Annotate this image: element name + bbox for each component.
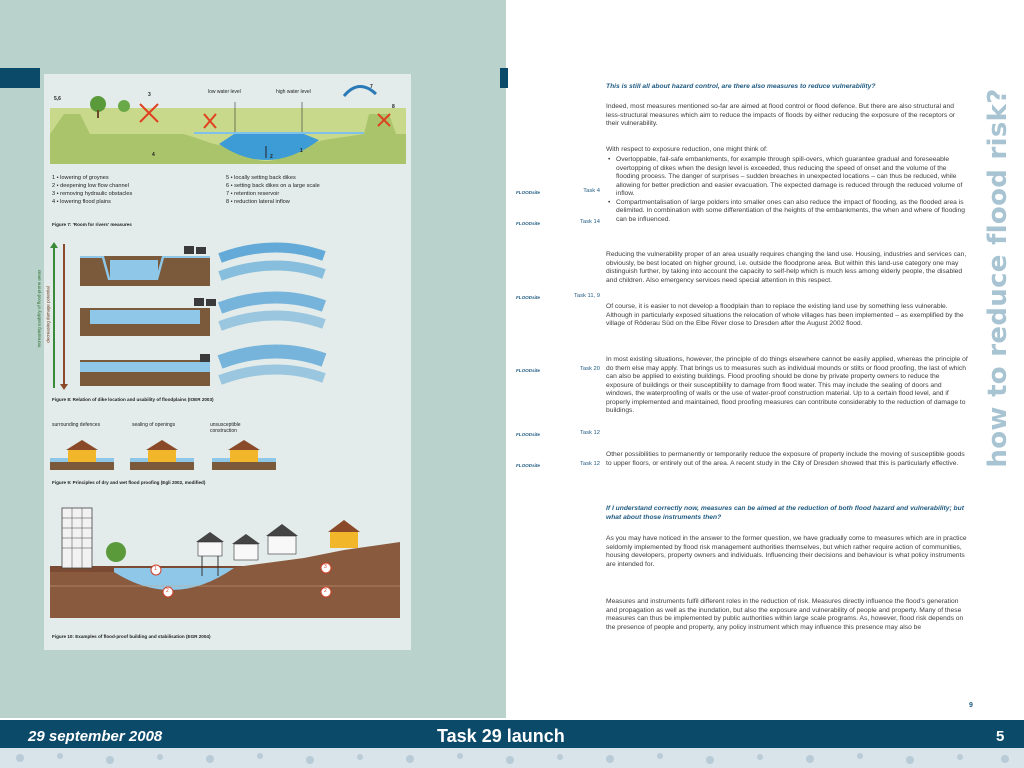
fig9-label-3: unsusceptible construction	[210, 422, 241, 434]
legend-item: 6 • setting back dikes on a large scale	[226, 183, 320, 189]
fig7-caption: Figure 7: 'Room for rivers' measures	[52, 222, 132, 227]
side-tag	[516, 366, 600, 376]
fig8-axis-b: decreasing damage potential	[45, 286, 51, 343]
paragraph-1: Indeed, most measures mentioned so-far are aimed at flood control or flood defence. But there are also structural and less-structural measures which aim to reduce the impacts of floods by either reducing the exposure of the receptors or their vulnerability.	[606, 103, 956, 127]
task-ref: Task 14	[580, 219, 600, 225]
figure-page	[36, 74, 411, 650]
side-tag	[516, 219, 600, 229]
task-ref: Task 20	[580, 366, 600, 372]
floodsite-logo: FLOODsite	[516, 190, 540, 195]
legend-item: 5 • locally setting back dikes	[226, 175, 296, 181]
fig7-num-56: 5,6	[54, 96, 61, 102]
bullet-item: • Overtoppable, fail-safe embankments, for example through spill-overs, which guarantee gradual and foreseeable overtopping of dikes when the design level is exceeded, thus reducing the speed of onset and the volume of the flooding process. The danger of surprises – sudden breaches in unexpected locations – can thus be reduced, while allowing for better prediction and easier evacuation. The expected damage is reduced through the reduced volume of inflow.	[606, 156, 968, 199]
footer-title: Task 29 launch	[437, 726, 565, 746]
floodsite-logo: FLOODsite	[516, 432, 540, 437]
question-2: If I understand correctly now, measures can be aimed at the reduction of both flood hazard and vulnerability; but what about those instruments then?	[606, 505, 964, 521]
legend-item: 3 • removing hydraulic obstacles	[52, 191, 133, 197]
paragraph-3: Reducing the vulnerability proper of an area usually requires changing the land use. Housing, industries and services can, obviously, be best located on higher ground, i.e. outside the floodprone area. But within this land-use category one may distinguish further, by taking into account the capacity to self-help which is much less among elderly people, the disabled and children. Also emergency services need special attention in this respect.	[606, 251, 967, 284]
side-tag	[516, 430, 600, 440]
task-ref: Task 12	[580, 430, 600, 436]
floodsite-logo: FLOODsite	[516, 463, 540, 468]
fig7-num-2: 2	[270, 154, 273, 160]
building-icon	[62, 508, 92, 568]
fig7-num-8: 8	[392, 104, 395, 110]
fig8-axis-a: increasing usability of flood-prone areas	[36, 269, 42, 348]
document-page-number: 9	[969, 702, 973, 709]
side-tag	[516, 293, 600, 303]
low-water-label: low water level	[208, 89, 241, 95]
fig10-diagram	[44, 506, 411, 626]
bullet-list	[606, 156, 968, 224]
high-water-label: high water level	[276, 89, 311, 95]
fig7-num-3: 3	[148, 92, 151, 98]
task-ref: Task 12	[580, 461, 600, 467]
bottom-pattern-band	[0, 748, 1024, 768]
legend-item: 2 • deepening low flow channel	[52, 183, 129, 189]
fig9-houses	[44, 436, 411, 476]
fig10-caption: Figure 10: Examples of flood-proof building and stabilisation (EGR 2004)	[52, 634, 211, 639]
fig7-num-1: 1	[300, 148, 303, 154]
task-ref: Task 11, 9	[574, 293, 600, 299]
paragraph-5: In most existing situations, however, the principle of do things elsewhere cannot be easily applied, whereas the principle of do them else may apply. That brings us to measures such as individual mounds or stilts or flood proofing, the last of which can also be applied to existing buildings. Flood proofing should be done by private property owners to reduce the exposure of buildings or their susceptibility to damage from flood water. This may include the sealing of doors and windows, the waterproofing of walls or the use of water-proof construction material. Up to a certain flood level, and if properly implemented and maintained, flood proofing measures can contribute considerably to the reduction of damage to buildings.	[606, 356, 968, 414]
vertical-title-text: how to reduce flood risk?	[983, 88, 1013, 468]
fig9-caption: Figure 9: Principles of dry and wet flood proofing (Egli 2002, modified)	[52, 480, 206, 485]
vertical-title	[970, 72, 1024, 484]
legend-item: 1 • lowering of groynes	[52, 175, 109, 181]
footer-date: 29 september 2008	[28, 728, 163, 745]
fig10-num-3: 3	[324, 564, 327, 570]
legend-item: 7 • retention reservoir	[226, 191, 280, 197]
fig7-diagram	[44, 74, 411, 164]
legend-item: 4 • lowering flood plains	[52, 199, 111, 205]
paragraph-6: Other possibilities to permanently or temporarily reduce the exposure of property include the moving of susceptible goods to upper floors, or entirely out of the area. A recent study in the City of Dresden showed that this is particularly effective.	[606, 451, 965, 467]
paragraph-7: As you may have noticed in the answer to the former question, we have gradually come to measures which are in practice seldomly implemented by flood risk management authorities themselves, but which rather require action of communities, housing developers, property owners and individuals. Influencing their decisions and behaviour is what policy instruments are intended for.	[606, 535, 967, 568]
side-tag	[516, 188, 600, 198]
paragraph-4: Of course, it is easier to not develop a floodplain than to replace the existing land use by something less vulnerable. Although in particularly exposed situations the relocation of whole villages has been implemented – as exemplified by the village of Röderau Süd on the Elbe River close to Dresden after the August 2002 flood.	[606, 303, 964, 327]
fig10-num-1: 1	[154, 566, 157, 572]
fig10-num-2b: 2	[324, 588, 327, 594]
bullet-item: • Compartmentalisation of large polders into smaller ones can also reduce the impact of flooding, as the flooded area is delimited. In combination with some differentiation of the heights of the embankments, the when and where of flooding can be influenced.	[606, 199, 968, 225]
fig7-num-4: 4	[152, 152, 155, 158]
pattern-decoration	[0, 748, 1024, 768]
legend-item: 8 • reduction lateral inflow	[226, 199, 290, 205]
side-tag	[516, 461, 600, 471]
fig9-label-1: surrounding defences	[52, 422, 101, 428]
task-ref: Task 4	[583, 188, 600, 194]
fig7-num-7: 7	[370, 84, 373, 90]
floodsite-logo: FLOODsite	[516, 368, 540, 373]
slide-number: 5	[996, 728, 1005, 745]
paragraph-8: Measures and instruments fulfil different roles in the reduction of risk. Measures directly influence the flood's generation and propagation as well as the inundation, but also the exposure and vulnerability of people and property. Many of these measures can thus be implemented by public authorities within large scale programs. As, however, flood risk depends on the presence of people and property, any policy instrument which may influence this presence may also be	[606, 598, 964, 631]
floodsite-logo: FLOODsite	[516, 221, 540, 226]
fig8-caption: Figure 8: Relation of dike location and usability of floodplains (IOER 2003)	[52, 397, 214, 402]
question-1: This is still all about hazard control, are there also measures to reduce vulnerability?	[606, 83, 876, 90]
header-stripe-left	[0, 68, 40, 88]
fig10-num-2: 2	[166, 588, 169, 594]
paragraph-2: With respect to exposure reduction, one might think of:	[606, 146, 768, 153]
floodsite-logo: FLOODsite	[516, 295, 540, 300]
fig8-diagram	[44, 238, 411, 398]
fig9-label-2: sealing of openings	[132, 422, 176, 428]
